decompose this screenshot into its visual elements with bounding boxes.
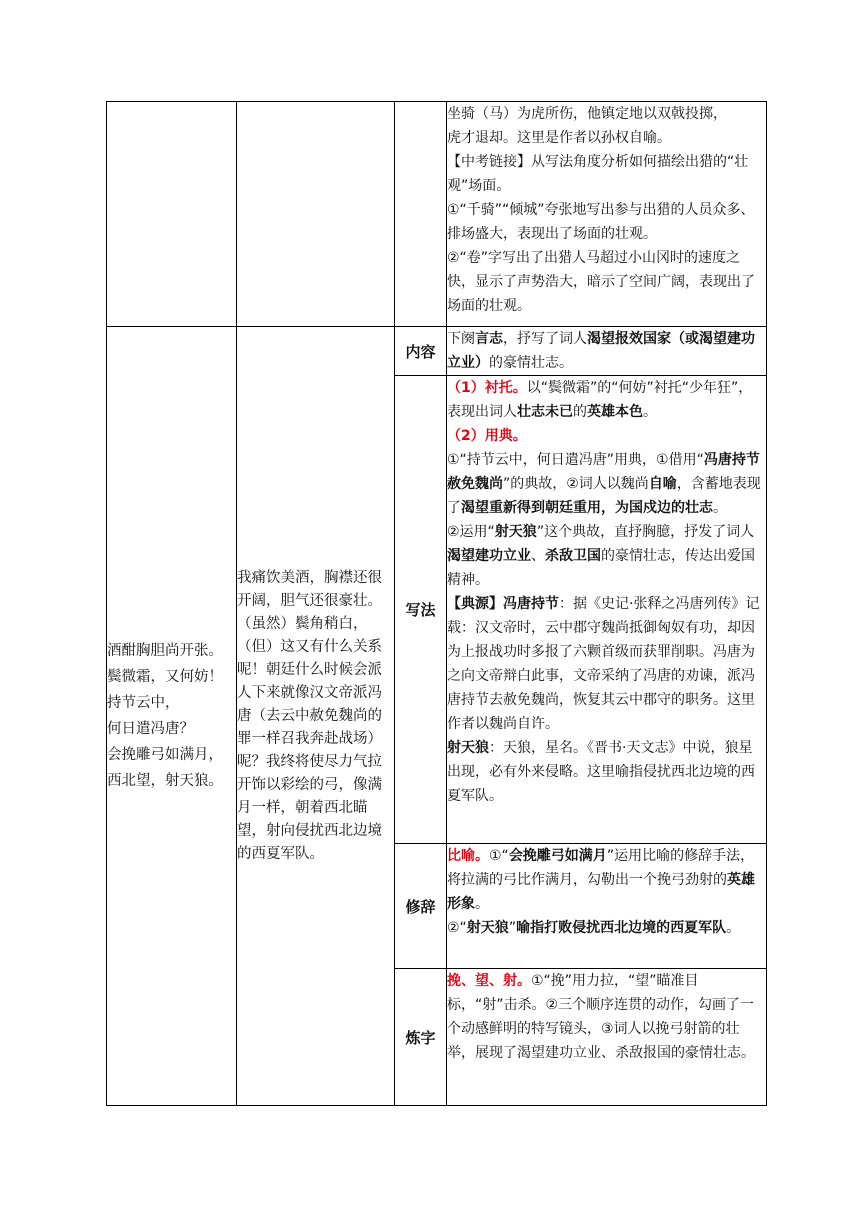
analysis-line: 虎才退却。这里是作者以孙权自喻。 [447,130,671,146]
empty-cell [107,102,237,327]
empty-cell [395,102,447,327]
emphasis: 渴望报效国家（或渴望建功立业） [447,331,755,371]
translation-text: 我痛饮美酒，胸襟还很开阔，胆气还很豪壮。（虽然）鬓角稍白，（但）这又有什么关系呢！朝廷什么时候会派人下来就像汉文帝派冯唐（去云中赦免魏尚的罪一样召我奔赴战场）呢？我终将使尽力气拉开饰以彩绘的弓，像满月一样，朝着西北瞄望，射向侵扰西北边境的西夏军队。 [237,569,382,862]
lesson-table [106,101,767,1106]
emphasis: 自喻 [648,476,677,492]
text: 。 [475,896,489,912]
text: ②运用“ [447,524,495,540]
emphasis: 英雄形象 [447,872,755,912]
exam-link-question: 从写法角度分析如何描绘出猎的“壮观”场面。 [447,154,749,194]
emphasis: 冯唐持节 [503,596,559,612]
text: 的 [573,404,587,420]
poem-line: 会挽雕弓如满月， [107,747,223,763]
emphasis: 壮志未已 [517,404,573,420]
emphasis: 言志 [475,331,503,347]
text: ②“ [447,920,467,936]
label-writing: 写法 [395,376,447,844]
answer-point: ①“千骑”“倾城”夸张地写出参与出猎的人员众多、排场盛大，表现出了场面的壮观。 [447,202,755,242]
allusion-one [447,448,766,520]
original-text-cell [107,327,237,1106]
text: 的豪情壮志。 [489,355,573,371]
poem-line: 酒酣胸胆尚开张。 [107,643,223,659]
text: ” [508,920,517,936]
emphasis: 射天狼 [447,740,489,756]
table-row [107,327,767,376]
poem-line: 西北望，射天狼。 [107,773,223,789]
text: 。 [643,404,657,420]
analysis-line: 坐骑（马）为虎所伤，他镇定地以双戟投掷， [447,106,727,122]
text: ①“持节云中，何日遣冯唐”用典，①借用“ [447,452,704,468]
emphasis: 喻指打败侵扰西北边境的西夏军队 [516,920,727,936]
analysis-cell [447,102,767,327]
emphasis: 射天狼 [466,920,509,936]
answer-point: ②“卷”字写出了出猎人马超过小山冈时的速度之快，显示了声势浩大，暗示了空间广阔，表现出了场面的壮观。 [447,250,755,314]
allusion-source [447,592,766,736]
text: 。 [726,920,741,936]
poem-line: 何日遣冯唐？ [107,721,194,737]
allusion-two [447,520,766,592]
text: ①“ [489,848,509,864]
exam-link-tag: 【中考链接】 [447,154,531,170]
writing-cell [447,376,767,844]
point-heading: 挽、望、射。 [447,973,531,989]
label-rhetoric: 修辞 [395,844,447,969]
point-heading: 比喻。 [447,848,489,864]
emphasis: 会挽雕弓如满月 [508,848,607,864]
emphasis: 射天狼 [494,524,537,540]
empty-cell [237,102,395,327]
point-contrast [447,376,766,424]
text: ：据《史记·张释之冯唐列传》记载：汉文帝时，云中郡守魏尚抵御匈奴有功，却因为上报战功时多报了六颗首级而获罪削职。冯唐为之向文帝辩白此事，文帝采纳了冯唐的劝谏，派冯唐持节去赦免魏尚，恢复其云中郡守的职务。这里作者以魏尚自许。 [447,596,760,732]
diction-cell [447,969,767,1106]
emphasis: 冯唐持节赦免魏尚 [447,452,760,492]
emphasis: 英雄本色 [587,404,643,420]
text: 。 [713,500,727,516]
text: 以“鬓微霜”的“何妨”衬托“少年狂”，表现出词人 [447,380,753,420]
table-row [107,102,767,327]
exam-link [447,150,766,198]
text: ”运用比喻的修辞手法，将拉满的弓比作满月，勾勒出一个挽弓劲射的 [447,848,755,888]
translation-cell [237,327,395,1106]
text: ：天狼，星名。《晋书·天文志》中说，狼星出现，必有外来侵略。这里喻指侵扰西北边境的西夏军队。 [447,740,755,804]
text: 的豪情壮志，传达出爱国精神。 [447,548,755,588]
text: 下阕 [447,331,475,347]
text: ，含蓄地表现了 [447,476,761,516]
emphasis: 渴望建功立业 [447,548,531,564]
allusion-wolf [447,736,766,808]
point-heading: （1）衬托。 [447,380,527,396]
rhetoric-one [447,844,766,916]
point-heading: （2）用典。 [447,428,527,444]
poem-line: 持节云中， [107,695,180,711]
text: ”这个典故，直抒胸臆，抒发了词人 [536,524,755,540]
text: ，抒写了词人 [503,331,587,347]
text: 、 [531,548,545,564]
rhetoric-two [447,916,766,940]
poem-line: 鬓微霜，又何妨！ [107,669,223,685]
emphasis: 渴望重新得到朝廷重用，为国戍边的壮志 [461,500,713,516]
text: ①“挽”用力拉，“望”瞄准目标，“射”击杀。②三个顺序连贯的动作，勾画了一个动感鲜明的特写镜头，③词人以挽弓射箭的壮举，展现了渴望建功立业、杀敌报国的豪情壮志。 [447,973,755,1061]
point-allusion [447,424,766,448]
label-diction: 炼字 [395,969,447,1106]
emphasis: 杀敌卫国 [545,548,601,564]
label-content: 内容 [395,327,447,376]
rhetoric-cell [447,844,767,969]
source-tag: 【典源】 [447,596,503,612]
content-cell [447,327,767,376]
text: ”的典故，②词人以魏尚 [503,476,649,492]
